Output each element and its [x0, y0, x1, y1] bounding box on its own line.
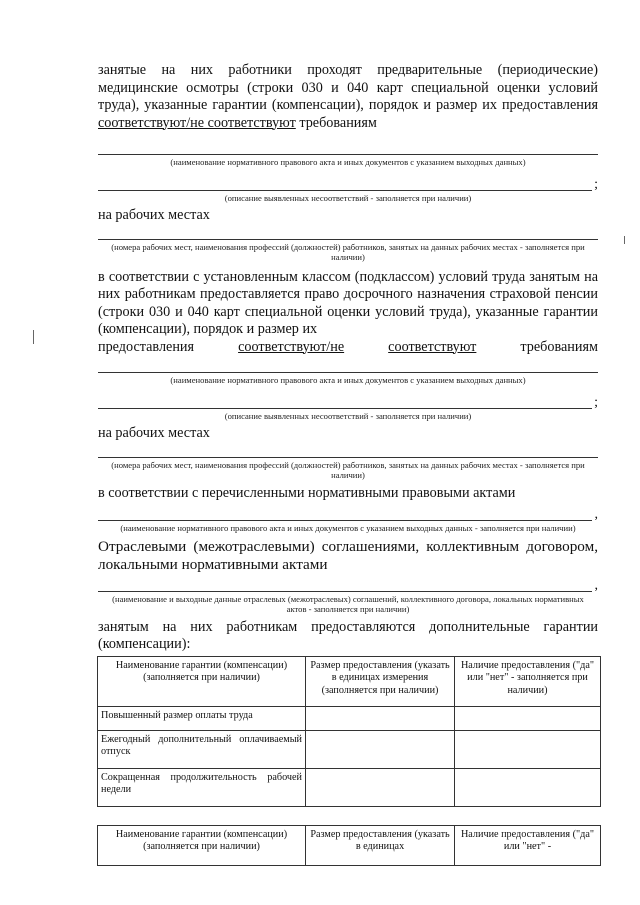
- guarantees-table-continued: [97, 825, 601, 866]
- paragraph-early-pension: в соответствии с установленным классом (подклассом) условий труда занятым на них работникам предоставляется право досрочного назначения страховой пенсии (строки 030 и 040 карт специальной оценки условий труда), указанные гарантии (компенсации), порядок и размер их: [98, 268, 598, 337]
- fill-line-discrepancy[interactable]: [98, 178, 598, 192]
- semicolon: ;: [594, 394, 598, 410]
- caption-agreements: (наименование и выходные данные отраслевых (межотраслевых) соглашений, коллективного договора, локальных нормативных актов - заполняется при наличии): [112, 593, 584, 614]
- column-header: Размер предоставления (указать в единицах измерения (заполняется при наличии): [306, 656, 455, 706]
- paragraph-agreements: Отраслевыми (межотраслевыми) соглашениями, коллективным договором, локальными нормативными актами: [98, 537, 598, 573]
- caption-act-2: (наименование нормативного правового акта и иных документов с указанием выходных данных): [170, 375, 526, 385]
- comma: ,: [594, 507, 598, 522]
- column-header: Наименование гарантии (компенсации) (заполняется при наличии): [98, 825, 306, 865]
- paragraph-medical-examinations: [98, 62, 598, 132]
- table-row: [98, 706, 601, 730]
- compliance-choice-1: соответствуют/не: [238, 338, 345, 355]
- table-row: [98, 768, 601, 806]
- amount-cell[interactable]: [306, 768, 455, 806]
- amount-cell[interactable]: [306, 706, 455, 730]
- amount-cell[interactable]: [306, 730, 455, 768]
- word: требованиям: [520, 338, 598, 355]
- fill-line-act[interactable]: [98, 142, 598, 156]
- table-row: [98, 730, 601, 768]
- caption-act: (наименование нормативного правового акта и иных документов с указанием выходных данных): [170, 157, 526, 167]
- fill-line-act-2[interactable]: [98, 360, 598, 374]
- workplaces-label: на рабочих местах: [98, 207, 210, 223]
- guarantees-table: [97, 656, 601, 807]
- column-header: Наличие предоставления ("да" или "нет" - заполняется при наличии): [455, 656, 601, 706]
- paragraph-legal-acts: в соответствии с перечисленными нормативными правовыми актами: [98, 484, 516, 501]
- caption-workplaces-2: (номера рабочих мест, наименования профессий (должностей) работников, занятых на данных рабочих местах - заполняется при наличии): [111, 459, 585, 480]
- scan-mark: [624, 236, 625, 244]
- caption-legal-acts: (наименование нормативного правового акта и иных документов с указанием выходных данных - заполняется при наличии): [120, 523, 576, 533]
- column-header: Размер предоставления (указать в единицах: [306, 825, 455, 865]
- compliance-choice: соответствуют/не соответствуют: [98, 114, 296, 131]
- column-header: Наименование гарантии (компенсации) (заполняется при наличии): [98, 656, 306, 706]
- column-header: Наличие предоставления ("да" или "нет" -: [455, 825, 601, 865]
- availability-cell[interactable]: [455, 768, 601, 806]
- caption-workplaces: (номера рабочих мест, наименования профессий (должностей) работников, занятых на данных рабочих местах - заполняется при наличии): [111, 241, 585, 262]
- paragraph-early-pension-last-line: [98, 339, 598, 357]
- fill-line-workplaces-2[interactable]: [98, 445, 598, 459]
- workplaces-label-2: на рабочих местах: [98, 425, 210, 441]
- comma: ,: [594, 577, 598, 593]
- compliance-choice-2: соответствуют: [388, 338, 477, 355]
- availability-cell[interactable]: [455, 706, 601, 730]
- document-page: [98, 62, 598, 866]
- fill-line-legal-acts[interactable]: [98, 508, 598, 522]
- fill-line-workplaces[interactable]: [98, 227, 598, 241]
- fill-line-discrepancy-2[interactable]: [98, 396, 598, 410]
- semicolon: ;: [594, 176, 598, 192]
- guarantee-name-cell: Ежегодный дополнительный оплачиваемый отпуск: [98, 730, 306, 768]
- availability-cell[interactable]: [455, 730, 601, 768]
- caption-discrepancy-2: (описание выявленных несоответствий - заполняется при наличии): [224, 410, 472, 421]
- paragraph-additional-guarantees: занятым на них работникам предоставляются дополнительные гарантии (компенсации):: [98, 618, 598, 652]
- paragraph-text: занятые на них работники проходят предварительные (периодические) медицинские осмотры (строки 030 и 040 карт специальной оценки условий труда), указанные гарантии (компенсации), порядок и размер их предоставления: [98, 62, 598, 113]
- guarantee-name-cell: Сокращенная продолжительность рабочей недели: [98, 768, 306, 806]
- guarantee-name-cell: Повышенный размер оплаты труда: [98, 706, 306, 730]
- table-header-row: [98, 656, 601, 706]
- word: предоставления: [98, 338, 195, 355]
- caption-discrepancy: (описание выявленных несоответствий - заполняется при наличии): [224, 192, 472, 203]
- table-header-row: [98, 825, 601, 865]
- paragraph-text-end: требованиям: [295, 114, 377, 131]
- fill-line-agreements[interactable]: [98, 579, 598, 593]
- scan-mark: [33, 330, 34, 344]
